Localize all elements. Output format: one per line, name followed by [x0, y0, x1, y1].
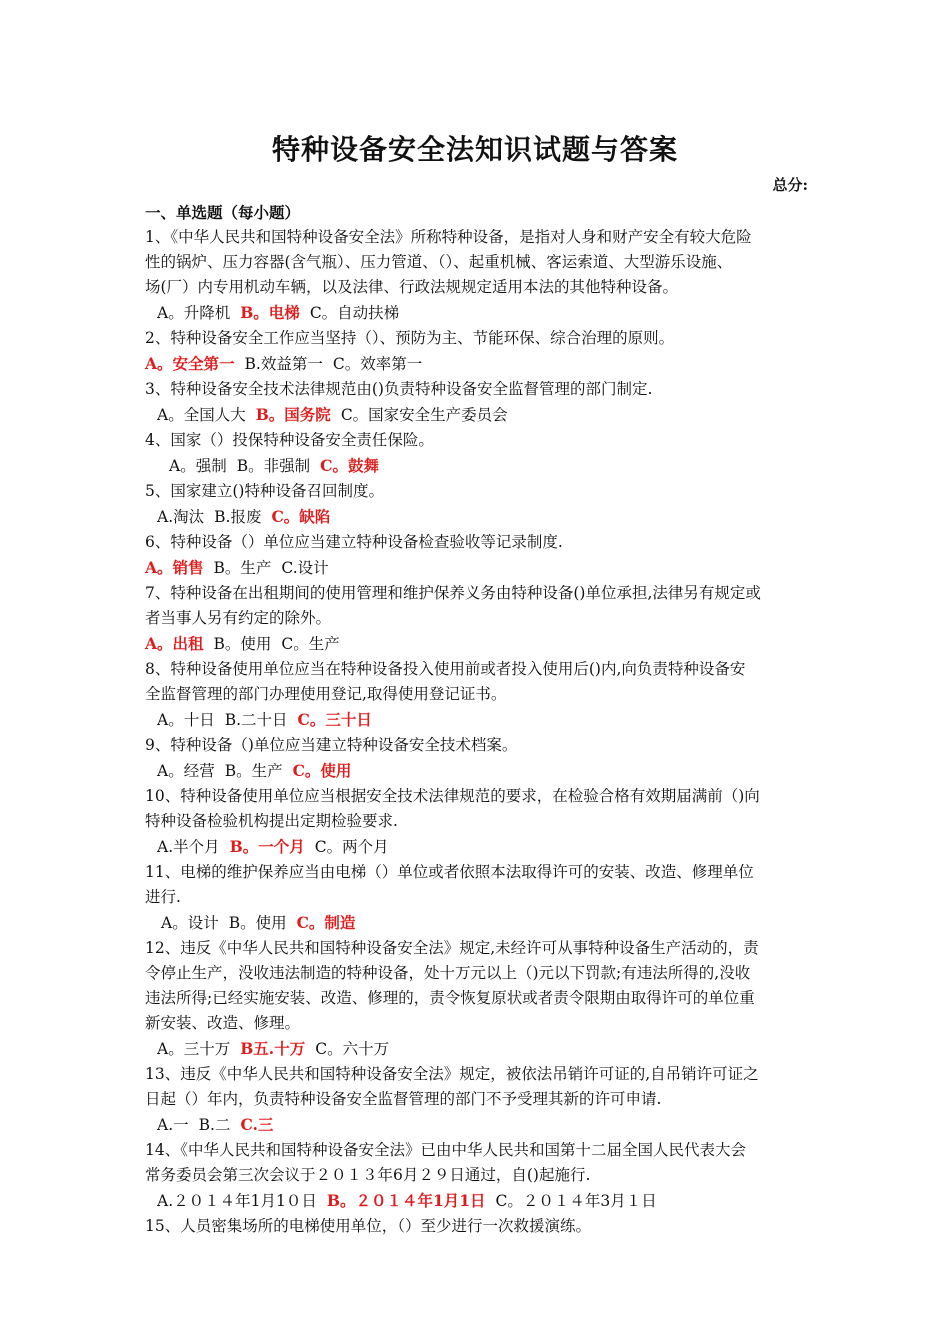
- answer-option: B.二十日: [224, 711, 288, 729]
- question-text-line: 1、《中华人民共和国特种设备安全法》所称特种设备，是指对人身和财产安全有较大危险: [145, 228, 752, 246]
- correct-answer-option: C。使用: [292, 761, 352, 780]
- total-score-label: 总分:: [772, 176, 808, 194]
- question-text-line: 者当事人另有约定的除外。: [145, 609, 332, 627]
- question-text-line: 新安装、改造、修理。: [145, 1014, 301, 1032]
- answer-option: A.淘汰: [157, 508, 205, 526]
- answer-options: [145, 707, 810, 733]
- correct-answer-option: C.三: [240, 1115, 274, 1134]
- answer-option: A。升降机: [157, 304, 231, 322]
- question-text-line: 14、《中华人民共和国特种设备安全法》已由中华人民共和国第十二届全国人民代表大会: [145, 1141, 746, 1159]
- question-text-line: 性的锅炉、压力容器(含气瓶）、压力管道、（）、起重机械、客运索道、大型游乐设施、: [145, 253, 733, 271]
- correct-answer-option: B。一个月: [229, 837, 305, 856]
- answer-option: A。十日: [157, 711, 215, 729]
- correct-answer-option: B五.十万: [240, 1039, 306, 1058]
- question-text-line: 6、特种设备（）单位应当建立特种设备检查验收等记录制度.: [145, 533, 563, 551]
- question-text-line: 11、电梯的维护保养应当由电梯（）单位或者依照本法取得许可的安装、改造、修理单位: [145, 863, 754, 881]
- answer-option: C。生产: [281, 635, 340, 653]
- question-text-line: 常务委员会第三次会议于２０１３年6月２９日通过，自()起施行.: [145, 1166, 591, 1184]
- question-text-line: 12、违反《中华人民共和国特种设备安全法》规定,未经许可从事特种设备生产活动的，责: [145, 939, 759, 957]
- question-text-line: 2、特种设备安全工作应当坚持（）、预防为主、节能环保、综合治理的原则。: [145, 329, 675, 347]
- answer-options: [145, 1112, 810, 1138]
- section-title: 一、单选题（每小题）: [145, 203, 301, 222]
- correct-answer-option: B。２０１４年1月1日: [326, 1191, 486, 1210]
- answer-option: A.半个月: [157, 838, 220, 856]
- correct-answer-option: A。出租: [145, 634, 204, 653]
- question-text-line: 令停止生产，没收违法制造的特种设备，处十万元以上（)元以下罚款;有违法所得的,没收: [145, 964, 751, 982]
- answer-options: [145, 504, 810, 530]
- correct-answer-option: B。电梯: [240, 303, 300, 322]
- question-text-line: 3、特种设备安全技术法律规范由()负责特种设备安全监督管理的部门制定.: [145, 380, 653, 398]
- question-text-line: 全监督管理的部门办理使用登记,取得使用登记证书。: [145, 685, 507, 703]
- question-text-line: 违法所得;已经实施安装、改造、修理的，责令恢复原状或者责令限期由取得许可的单位重: [145, 989, 755, 1007]
- answer-option: B。非强制: [236, 457, 311, 475]
- question-text-line: 特种设备检验机构提出定期检验要求.: [145, 812, 398, 830]
- question-text-line: 场(厂）内专用机动车辆，以及法律、行政法规规定适用本法的其他特种设备。: [145, 278, 679, 296]
- correct-answer-option: C。三十日: [297, 710, 372, 729]
- answer-options: [145, 402, 810, 428]
- answer-option: A。强制: [169, 457, 227, 475]
- question-text-line: 15、人员密集场所的电梯使用单位，（）至少进行一次救援演练。: [145, 1217, 591, 1235]
- answer-options: [145, 300, 810, 326]
- correct-answer-option: C。缺陷: [271, 507, 331, 526]
- answer-option: B.报废: [214, 508, 262, 526]
- answer-option: C。２０１４年3月１日: [495, 1192, 657, 1210]
- answer-options: [145, 758, 810, 784]
- answer-option: B。生产: [224, 762, 283, 780]
- answer-option: A。三十万: [157, 1040, 231, 1058]
- answer-option: B.效益第一: [244, 355, 323, 373]
- answer-option: B.二: [198, 1116, 231, 1134]
- answer-options: [145, 1188, 810, 1214]
- question-text-line: 5、国家建立()特种设备召回制度。: [145, 482, 384, 500]
- answer-option: B。生产: [213, 559, 272, 577]
- correct-answer-option: B。国务院: [255, 405, 331, 424]
- question-text-line: 进行.: [145, 888, 181, 906]
- correct-answer-option: C。制造: [296, 913, 356, 932]
- answer-options: [145, 351, 810, 377]
- answer-options: [145, 631, 810, 657]
- question-text-line: 4、国家（）投保特种设备安全责任保险。: [145, 431, 434, 449]
- question-text-line: 10、特种设备使用单位应当根据安全技术法律规范的要求，在检验合格有效期届满前（)向: [145, 787, 760, 805]
- question-list: [145, 200, 810, 1239]
- answer-options: [145, 1036, 810, 1062]
- answer-option: C.设计: [281, 559, 329, 577]
- answer-options: [145, 910, 810, 936]
- answer-option: A。全国人大: [157, 406, 246, 424]
- answer-option: C。六十万: [315, 1040, 390, 1058]
- answer-option: C。国家安全生产委员会: [340, 406, 508, 424]
- correct-answer-option: A。安全第一: [145, 354, 235, 373]
- answer-option: A.２０１４年1月1０日: [157, 1192, 317, 1210]
- answer-option: B。使用: [228, 914, 287, 932]
- answer-option: C。两个月: [314, 838, 389, 856]
- correct-answer-option: C。鼓舞: [320, 456, 379, 475]
- answer-options: [145, 834, 810, 860]
- question-text-line: 8、特种设备使用单位应当在特种设备投入使用前或者投入使用后()内,向负责特种设备安: [145, 660, 746, 678]
- answer-option: A。设计: [161, 914, 219, 932]
- question-text-line: 7、特种设备在出租期间的使用管理和维护保养义务由特种设备()单位承担,法律另有规定或: [145, 584, 761, 602]
- answer-option: A。经营: [157, 762, 215, 780]
- answer-option: C。自动扶梯: [309, 304, 400, 322]
- answer-option: A.一: [157, 1116, 189, 1134]
- answer-options: [145, 453, 810, 479]
- answer-option: B。使用: [213, 635, 272, 653]
- question-text-line: 13、违反《中华人民共和国特种设备安全法》规定，被依法吊销许可证的,自吊销许可证之: [145, 1065, 759, 1083]
- question-text-line: 日起（）年内，负责特种设备安全监督管理的部门不予受理其新的许可申请.: [145, 1090, 662, 1108]
- answer-option: C。效率第一: [332, 355, 423, 373]
- document-title: 特种设备安全法知识试题与答案: [271, 133, 678, 166]
- question-text-line: 9、特种设备（)单位应当建立特种设备安全技术档案。: [145, 736, 518, 754]
- answer-options: [145, 555, 810, 581]
- correct-answer-option: A。销售: [145, 558, 204, 577]
